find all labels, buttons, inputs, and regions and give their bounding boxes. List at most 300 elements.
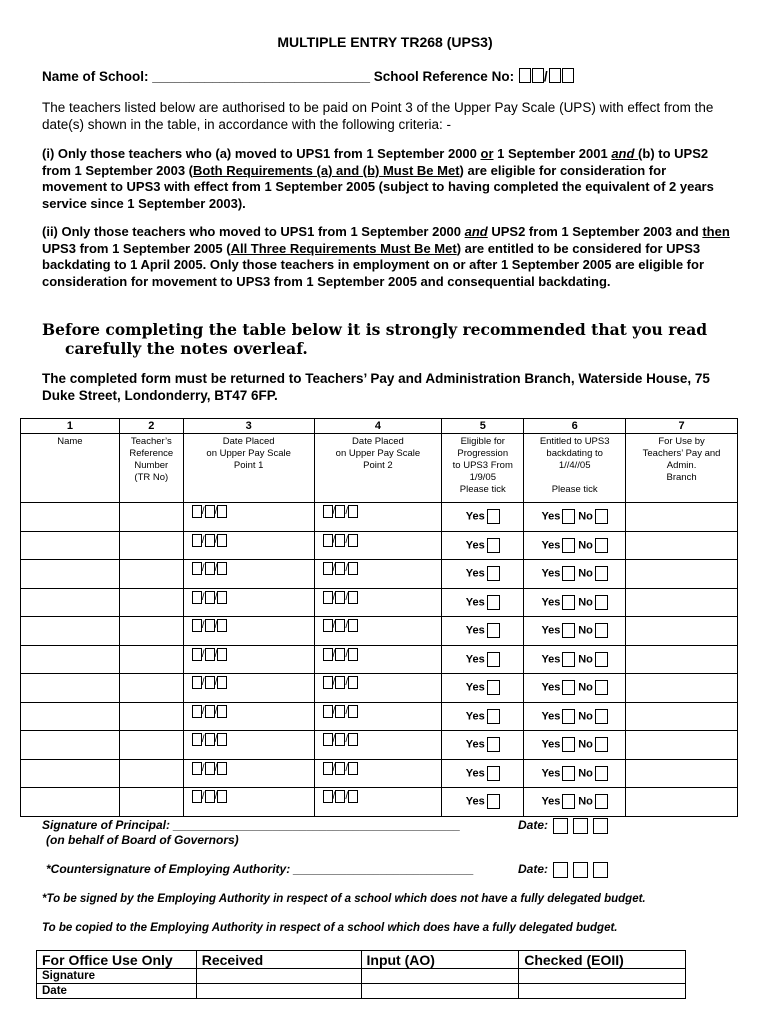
header-eligible (442, 434, 524, 503)
yes-label: Yes (465, 624, 485, 637)
tr-no-cell[interactable] (119, 588, 183, 617)
backdating-yes-checkbox[interactable] (562, 680, 575, 695)
no-label: No (578, 567, 593, 580)
header-text: Progression (457, 448, 509, 459)
name-cell[interactable] (21, 702, 120, 731)
criteria-ii (42, 224, 732, 290)
admin-cell[interactable] (626, 531, 738, 560)
date-box[interactable] (205, 505, 215, 518)
date-slash: / (345, 762, 349, 774)
criteria-i-requirement: Both Requirements (a) and (b) Must Be Met (193, 162, 460, 178)
backdating-yes-checkbox[interactable] (562, 794, 575, 809)
date-box[interactable] (192, 648, 202, 661)
backdating-no-checkbox[interactable] (595, 737, 608, 752)
backdating-no-checkbox[interactable] (595, 766, 608, 781)
header-point1 (183, 434, 314, 503)
admin-cell[interactable] (626, 617, 738, 646)
date-box[interactable] (205, 676, 215, 689)
date-box[interactable] (348, 562, 358, 575)
admin-cell[interactable] (626, 788, 738, 817)
date-box[interactable] (553, 862, 568, 878)
name-cell[interactable] (21, 788, 120, 817)
eligible-cell (442, 674, 524, 703)
date-box[interactable] (192, 733, 202, 746)
date-slash: / (332, 762, 336, 774)
backdating-no-checkbox[interactable] (595, 566, 608, 581)
date-box[interactable] (323, 790, 333, 803)
name-cell[interactable] (21, 617, 120, 646)
date-box[interactable] (323, 534, 333, 547)
date-box[interactable] (192, 562, 202, 575)
date-slash: / (345, 677, 349, 688)
date-box[interactable] (192, 534, 202, 547)
backdating-no-checkbox[interactable] (595, 623, 608, 638)
date-box[interactable] (214, 534, 227, 547)
date-slash: / (214, 762, 218, 774)
table-row (21, 531, 738, 560)
school-ref-box[interactable] (532, 68, 544, 83)
eligible-cell (442, 617, 524, 646)
header-text: Teachers’ Pay and (642, 448, 721, 459)
date-box[interactable] (332, 619, 345, 632)
eligible-cell (442, 531, 524, 560)
date-placed-cell (314, 588, 442, 617)
yes-label: Yes (541, 653, 561, 666)
date-placed-cell (314, 503, 442, 532)
header-text: For Use by (658, 436, 705, 447)
date-box[interactable] (332, 534, 345, 547)
date-slash: / (201, 648, 205, 660)
date-box[interactable] (348, 534, 358, 547)
no-label: No (578, 596, 593, 609)
office-signature-row (37, 969, 686, 984)
date-box[interactable] (593, 862, 608, 878)
no-label: No (578, 738, 593, 751)
header-backdating (524, 434, 626, 503)
col-number: 2 (119, 419, 183, 434)
tr-no-cell[interactable] (119, 759, 183, 788)
office-cell[interactable] (361, 969, 519, 984)
date-box[interactable] (205, 534, 215, 547)
yes-label: Yes (541, 596, 561, 609)
eligible-yes-checkbox[interactable] (487, 652, 500, 667)
eligible-yes-checkbox[interactable] (487, 709, 500, 724)
date-box[interactable] (332, 733, 345, 746)
eligible-yes-checkbox[interactable] (487, 794, 500, 809)
date-placed-cell (314, 617, 442, 646)
yes-label: Yes (541, 710, 561, 723)
admin-cell[interactable] (626, 560, 738, 589)
name-cell[interactable] (21, 531, 120, 560)
backdating-no-checkbox[interactable] (595, 652, 608, 667)
backdating-yes-checkbox[interactable] (562, 709, 575, 724)
date-slash: / (214, 648, 218, 660)
date-box[interactable] (348, 790, 358, 803)
date-box[interactable] (214, 591, 227, 604)
backdating-yes-checkbox[interactable] (562, 623, 575, 638)
date-placed-cell (314, 560, 442, 589)
date-slash: / (345, 620, 349, 631)
date-slash: / (345, 563, 349, 574)
header-text: backdating to (546, 448, 603, 459)
backdating-no-checkbox[interactable] (595, 680, 608, 695)
principal-signature (42, 818, 460, 832)
tr-no-cell[interactable] (119, 503, 183, 532)
criteria-i-and: and (611, 146, 639, 161)
date-box[interactable] (205, 705, 215, 718)
date-slash: / (201, 563, 205, 574)
no-label: No (578, 710, 593, 723)
date-box[interactable] (348, 733, 358, 746)
date-box[interactable] (332, 562, 345, 575)
date-box[interactable] (332, 790, 345, 803)
col-number: 3 (183, 419, 314, 434)
date-slash: / (345, 734, 349, 745)
criteria-ii-text: UPS2 from 1 September 2003 and (487, 224, 703, 239)
date-box[interactable] (323, 648, 333, 661)
return-address: The completed form must be returned to Teachers’ Pay and Administration Branch, Waterside House, 75 Duke Street, Londonderry, BT47 6FP. (42, 371, 710, 403)
date-slash: / (332, 705, 336, 717)
admin-cell[interactable] (626, 702, 738, 731)
tr-no-cell[interactable] (119, 788, 183, 817)
date-box[interactable] (192, 676, 202, 689)
counter-date (518, 862, 608, 878)
backdating-yes-checkbox[interactable] (562, 538, 575, 553)
date-box[interactable] (192, 705, 202, 718)
yes-label: Yes (465, 767, 485, 780)
eligible-yes-checkbox[interactable] (487, 766, 500, 781)
office-header-row (37, 951, 686, 969)
eligible-cell (442, 702, 524, 731)
header-text: to UPS3 From (452, 460, 513, 471)
date-box[interactable] (323, 619, 333, 632)
date-placed-cell (183, 731, 314, 760)
date-box[interactable] (205, 733, 215, 746)
school-line (42, 68, 574, 84)
date-placed-cell (314, 731, 442, 760)
yes-label: Yes (465, 738, 485, 751)
name-cell[interactable] (21, 503, 120, 532)
date-slash: / (345, 648, 349, 660)
backdating-yes-checkbox[interactable] (562, 652, 575, 667)
date-slash: / (201, 506, 205, 517)
date-slash: / (214, 620, 218, 631)
date-slash: / (201, 620, 205, 631)
date-box[interactable] (323, 562, 333, 575)
office-cell[interactable] (196, 984, 361, 999)
date-box[interactable] (214, 790, 227, 803)
header-text: Please tick (459, 484, 506, 495)
school-ref-box[interactable] (562, 68, 574, 83)
date-box[interactable] (214, 505, 227, 518)
header-text: Please tick (551, 484, 598, 495)
backdating-cell (524, 702, 626, 731)
date-slash: / (332, 734, 336, 745)
table-row (21, 702, 738, 731)
date-box[interactable] (192, 762, 202, 775)
date-slash: / (332, 591, 336, 603)
yes-label: Yes (465, 567, 485, 580)
backdating-no-checkbox[interactable] (595, 709, 608, 724)
date-box[interactable] (214, 676, 227, 689)
note-line-1: Before completing the table below it is strongly recommended that you read (42, 320, 708, 339)
no-label: No (578, 624, 593, 637)
admin-cell[interactable] (626, 588, 738, 617)
header-text: Date Placed (222, 436, 275, 447)
date-box[interactable] (573, 818, 588, 834)
backdating-no-checkbox[interactable] (595, 595, 608, 610)
date-box[interactable] (332, 705, 345, 718)
backdating-cell (524, 617, 626, 646)
date-placed-cell (183, 788, 314, 817)
name-cell[interactable] (21, 674, 120, 703)
backdating-yes-checkbox[interactable] (562, 566, 575, 581)
name-cell[interactable] (21, 759, 120, 788)
yes-label: Yes (541, 795, 561, 808)
yes-label: Yes (541, 738, 561, 751)
office-checked: Checked (EOII) (519, 951, 686, 969)
behalf-note: (on behalf of Board of Governors) (46, 833, 239, 847)
countersignature-field[interactable]: *Countersignature of Employing Authority: ___________________________ (46, 862, 474, 876)
criteria-i (42, 146, 732, 212)
tr-no-cell[interactable] (119, 617, 183, 646)
tr-no-cell[interactable] (119, 531, 183, 560)
date-box[interactable] (348, 619, 358, 632)
name-cell[interactable] (21, 588, 120, 617)
office-signature-label: Signature (37, 969, 197, 984)
date-placed-cell (183, 674, 314, 703)
date-placed-cell (183, 617, 314, 646)
date-box[interactable] (323, 733, 333, 746)
table-row (21, 759, 738, 788)
tr-no-cell[interactable] (119, 702, 183, 731)
date-slash: / (214, 677, 218, 688)
yes-label: Yes (541, 539, 561, 552)
date-box[interactable] (205, 790, 215, 803)
tr-no-cell[interactable] (119, 674, 183, 703)
no-label: No (578, 539, 593, 552)
backdating-no-checkbox[interactable] (595, 509, 608, 524)
eligible-yes-checkbox[interactable] (487, 509, 500, 524)
date-placed-cell (314, 531, 442, 560)
date-box[interactable] (192, 790, 202, 803)
name-cell[interactable] (21, 731, 120, 760)
header-name (21, 434, 120, 503)
date-box[interactable] (553, 818, 568, 834)
eligible-yes-checkbox[interactable] (487, 737, 500, 752)
tr-no-cell[interactable] (119, 645, 183, 674)
admin-cell[interactable] (626, 731, 738, 760)
header-text: Point 1 (233, 460, 264, 471)
date-box[interactable] (332, 762, 345, 775)
date-box[interactable] (214, 562, 227, 575)
yes-label: Yes (465, 510, 485, 523)
eligible-cell (442, 788, 524, 817)
backdating-yes-checkbox[interactable] (562, 509, 575, 524)
date-box[interactable] (205, 648, 215, 661)
backdating-no-checkbox[interactable] (595, 794, 608, 809)
backdating-cell (524, 531, 626, 560)
date-box[interactable] (214, 705, 227, 718)
admin-cell[interactable] (626, 503, 738, 532)
header-text: Branch (666, 472, 697, 483)
date-slash: / (345, 791, 349, 802)
date-box[interactable] (348, 505, 358, 518)
criteria-ii-text: ) are entitled to be considered for UPS3 backdating to 1 April 2005. Only those teachers in employment on or after 1 September 2005 are eligible for consideration for movement to UPS3 from 1 September 2005 and consequential backdating. (42, 240, 705, 289)
date-placed-cell (183, 560, 314, 589)
date-placed-cell (314, 702, 442, 731)
date-placed-cell (314, 645, 442, 674)
eligible-cell (442, 503, 524, 532)
date-box[interactable] (214, 762, 227, 775)
date-box[interactable] (573, 862, 588, 878)
header-text: Eligible for (460, 436, 505, 447)
note-line-2: carefully the notes overleaf. (65, 339, 308, 358)
yes-label: Yes (541, 567, 561, 580)
backdating-yes-checkbox[interactable] (562, 766, 575, 781)
countersignature (46, 862, 474, 876)
date-slash: / (332, 620, 336, 631)
school-ref-label: School Reference No: (373, 69, 515, 84)
principal-signature-field[interactable]: Signature of Principal: ___________________________________________ (42, 818, 461, 832)
backdating-cell (524, 788, 626, 817)
yes-label: Yes (465, 795, 485, 808)
eligible-cell (442, 588, 524, 617)
eligible-yes-checkbox[interactable] (487, 566, 500, 581)
backdating-yes-checkbox[interactable] (562, 595, 575, 610)
date-box[interactable] (192, 619, 202, 632)
date-box[interactable] (214, 733, 227, 746)
office-cell[interactable] (361, 984, 519, 999)
office-use-table (36, 950, 686, 999)
yes-label: Yes (465, 539, 485, 552)
date-slash: / (201, 734, 205, 745)
school-ref-box[interactable] (519, 68, 531, 83)
teacher-table (20, 418, 738, 817)
date-slash: / (345, 705, 349, 717)
date-slash: / (332, 677, 336, 688)
date-box[interactable] (205, 562, 215, 575)
date-box[interactable] (593, 818, 608, 834)
date-label: Date: (518, 862, 549, 877)
header-text: Teacher’s (130, 436, 172, 447)
eligible-yes-checkbox[interactable] (487, 623, 500, 638)
date-box[interactable] (348, 648, 358, 661)
admin-cell[interactable] (626, 645, 738, 674)
date-box[interactable] (332, 648, 345, 661)
criteria-ii-text: UPS3 from 1 September 2005 ( (42, 240, 231, 256)
date-slash: / (214, 506, 218, 517)
header-text: Name (57, 436, 83, 447)
yes-label: Yes (541, 624, 561, 637)
col-number: 1 (21, 419, 120, 434)
date-box[interactable] (348, 762, 358, 775)
table-row (21, 645, 738, 674)
date-box[interactable] (214, 619, 227, 632)
date-placed-cell (183, 645, 314, 674)
office-cell[interactable] (196, 969, 361, 984)
school-ref-box[interactable] (549, 68, 561, 83)
no-label: No (578, 767, 593, 780)
no-label: No (578, 510, 593, 523)
backdating-cell (524, 560, 626, 589)
date-box[interactable] (323, 505, 333, 518)
tr-no-cell[interactable] (119, 560, 183, 589)
yes-label: Yes (541, 510, 561, 523)
header-text: Number (134, 460, 169, 471)
date-box[interactable] (323, 705, 333, 718)
eligible-yes-checkbox[interactable] (487, 595, 500, 610)
backdating-cell (524, 503, 626, 532)
criteria-i-text: 1 September 2001 (493, 146, 612, 161)
header-tr-no (119, 434, 183, 503)
form-title: MULTIPLE ENTRY TR268 (UPS3) (277, 34, 493, 50)
date-box[interactable] (332, 591, 345, 604)
date-box[interactable] (323, 762, 333, 775)
backdating-yes-checkbox[interactable] (562, 737, 575, 752)
criteria-i-text: (i) Only those teachers who (a) moved to UPS1 from 1 September 2000 (42, 146, 481, 161)
date-box[interactable] (332, 676, 345, 689)
yes-label: Yes (465, 596, 485, 609)
date-box[interactable] (205, 591, 215, 604)
backdating-cell (524, 731, 626, 760)
office-cell[interactable] (519, 969, 686, 984)
backdating-no-checkbox[interactable] (595, 538, 608, 553)
office-cell[interactable] (519, 984, 686, 999)
date-box[interactable] (348, 676, 358, 689)
date-slash: / (332, 506, 336, 517)
table-row (21, 560, 738, 589)
header-text: Admin. (666, 460, 697, 471)
date-box[interactable] (214, 648, 227, 661)
tr-no-cell[interactable] (119, 731, 183, 760)
date-placed-cell (314, 788, 442, 817)
date-box[interactable] (348, 591, 358, 604)
date-box[interactable] (205, 619, 215, 632)
date-slash: / (214, 791, 218, 802)
date-placed-cell (183, 702, 314, 731)
header-text: on Upper Pay Scale (335, 448, 421, 459)
date-box[interactable] (192, 505, 202, 518)
col-number: 5 (442, 419, 524, 434)
date-box[interactable] (323, 676, 333, 689)
eligible-yes-checkbox[interactable] (487, 538, 500, 553)
name-cell[interactable] (21, 560, 120, 589)
name-cell[interactable] (21, 645, 120, 674)
criteria-i-text: ) are eligible for consideration for movement to UPS3 with effect from 1 September 2005 (subject to having completed the equivalent of 2 years service since 1 September 2003). (42, 162, 714, 211)
school-name-field[interactable]: _____________________________ (152, 69, 371, 84)
recommendation-note (42, 320, 742, 358)
office-head: For Office Use Only (37, 951, 197, 969)
date-box[interactable] (332, 505, 345, 518)
office-date-row (37, 984, 686, 999)
admin-cell[interactable] (626, 759, 738, 788)
criteria-ii-and: and (464, 224, 488, 239)
school-ref-slash: / (543, 69, 548, 84)
date-box[interactable] (348, 705, 358, 718)
admin-cell[interactable] (626, 674, 738, 703)
yes-label: Yes (465, 710, 485, 723)
date-box[interactable] (323, 591, 333, 604)
date-placed-cell (314, 759, 442, 788)
date-box[interactable] (192, 591, 202, 604)
date-box[interactable] (205, 762, 215, 775)
date-slash: / (332, 534, 336, 546)
eligible-cell (442, 560, 524, 589)
header-text: Entitled to UPS3 (539, 436, 610, 447)
eligible-yes-checkbox[interactable] (487, 680, 500, 695)
date-placed-cell (183, 759, 314, 788)
